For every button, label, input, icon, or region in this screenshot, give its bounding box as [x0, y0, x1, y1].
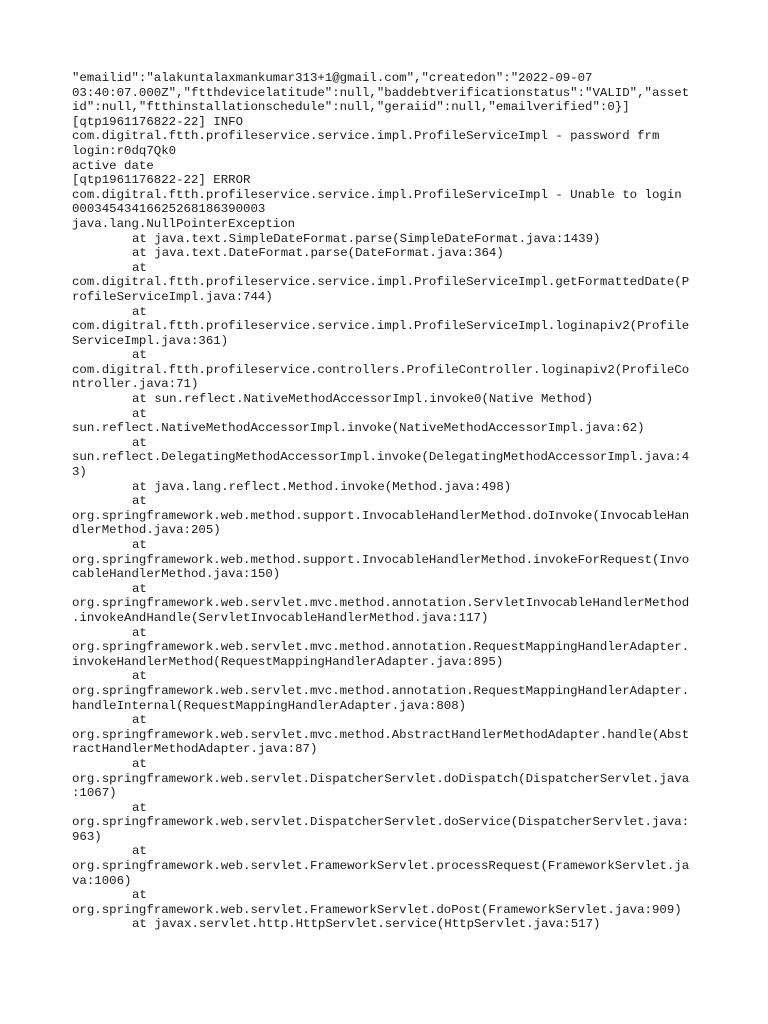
log-line: com.digitral.ftth.profileservice.controllers.ProfileController.loginapiv2(ProfileCo [72, 362, 690, 377]
exception-line: java.lang.NullPointerException [72, 216, 296, 231]
log-line: rofileServiceImpl.java:744) [72, 289, 273, 304]
log-line: com.digitral.ftth.profileservice.service.impl.ProfileServiceImpl - Unable to login [72, 187, 682, 202]
stack-frame-line: at [132, 888, 147, 903]
log-line: org.springframework.web.servlet.mvc.method.annotation.RequestMappingHandlerAdapter. [72, 683, 690, 698]
log-line: org.springframework.web.servlet.mvc.method.annotation.RequestMappingHandlerAdapter. [72, 640, 690, 655]
log-line: 963) [72, 829, 102, 844]
log-line: active date [72, 158, 154, 173]
log-line: com.digitral.ftth.profileservice.service.impl.ProfileServiceImpl.getFormattedDate(P [72, 275, 690, 290]
log-line: 03:40:07.000Z","ftthdevicelatitude":null,"baddebtverificationstatus":"VALID","asset [72, 85, 690, 100]
stack-frame-line: at [132, 625, 147, 640]
log-line: 00034543416625268186390003 [72, 202, 266, 217]
stack-frame-line: at [132, 713, 147, 728]
log-line: :1067) [72, 786, 117, 801]
stack-frame-line: at [132, 348, 147, 363]
stack-frame-line: at java.text.DateFormat.parse(DateFormat.java:364) [132, 246, 504, 261]
log-line: org.springframework.web.method.support.InvocableHandlerMethod.doInvoke(InvocableHan [72, 508, 690, 523]
stack-frame-line: at [132, 406, 147, 421]
log-line: com.digitral.ftth.profileservice.service.impl.ProfileServiceImpl.loginapiv2(Profile [72, 319, 690, 334]
stack-frame-line: at [132, 538, 147, 552]
log-document [72, 71, 712, 932]
log-level-line: [qtp1961176822-22] INFO [72, 114, 244, 129]
log-line: invokeHandlerMethod(RequestMappingHandlerAdapter.java:895) [72, 654, 504, 669]
stack-frame-line: at [132, 844, 147, 859]
log-line: cableHandlerMethod.java:150) [72, 567, 281, 582]
stack-frame-line: at java.lang.reflect.Method.invoke(Method.java:498) [132, 479, 512, 494]
log-line: ntroller.java:71) [72, 377, 199, 392]
log-level-line: [qtp1961176822-22] ERROR [72, 173, 251, 188]
log-line: id":null,"ftthinstallationschedule":null,"geraiid":null,"emailverified":0}] [72, 100, 630, 115]
log-line: handleInternal(RequestMappingHandlerAdapter.java:808) [72, 698, 467, 713]
log-line: login:r0dq7Qk0 [72, 143, 177, 158]
log-line: sun.reflect.NativeMethodAccessorImpl.invoke(NativeMethodAccessorImpl.java:62) [72, 421, 645, 436]
log-line: .invokeAndHandle(ServletInvocableHandlerMethod.java:117) [72, 610, 489, 625]
stack-frame-line: at [132, 304, 147, 319]
log-line: com.digitral.ftth.profileservice.service.impl.ProfileServiceImpl - password frm [72, 129, 660, 144]
log-line: 3) [72, 465, 87, 480]
log-line: org.springframework.web.servlet.mvc.method.annotation.ServletInvocableHandlerMethod [72, 596, 690, 611]
log-line: org.springframework.web.servlet.FrameworkServlet.processRequest(FrameworkServlet.ja [72, 859, 690, 874]
log-line: org.springframework.web.servlet.FrameworkServlet.doPost(FrameworkServlet.java:909) [72, 902, 682, 917]
stack-frame-line: at [132, 581, 147, 596]
stack-frame-line: at [132, 260, 147, 275]
log-line: org.springframework.web.servlet.DispatcherServlet.doDispatch(DispatcherServlet.java [72, 771, 690, 786]
log-line: ractHandlerMethodAdapter.java:87) [72, 742, 318, 757]
log-line: ServiceImpl.java:361) [72, 333, 229, 348]
stack-frame-line: at [132, 756, 147, 771]
stack-frame-line: at java.text.SimpleDateFormat.parse(SimpleDateFormat.java:1439) [132, 231, 601, 246]
stack-frame-line: at [132, 669, 147, 684]
log-line: dlerMethod.java:205) [72, 523, 221, 538]
stack-frame-line: at sun.reflect.NativeMethodAccessorImpl.invoke0(Native Method) [132, 392, 594, 407]
log-line: org.springframework.web.servlet.mvc.method.AbstractHandlerMethodAdapter.handle(Abst [72, 727, 690, 742]
stack-frame-line: at javax.servlet.http.HttpServlet.service(HttpServlet.java:517) [132, 917, 601, 932]
stack-frame-line: at [132, 800, 147, 815]
log-line: va:1006) [72, 873, 132, 888]
log-line: org.springframework.web.servlet.DispatcherServlet.doService(DispatcherServlet.java: [72, 815, 690, 830]
log-line: "emailid":"alakuntalaxmankumar313+1@gmail.com","createdon":"2022-09-07 [72, 71, 593, 85]
stack-frame-line: at [132, 494, 147, 509]
log-line: org.springframework.web.method.support.InvocableHandlerMethod.invokeForRequest(Invo [72, 552, 690, 567]
stack-frame-line: at [132, 435, 147, 450]
log-line: sun.reflect.DelegatingMethodAccessorImpl.invoke(DelegatingMethodAccessorImpl.java:4 [72, 450, 690, 465]
